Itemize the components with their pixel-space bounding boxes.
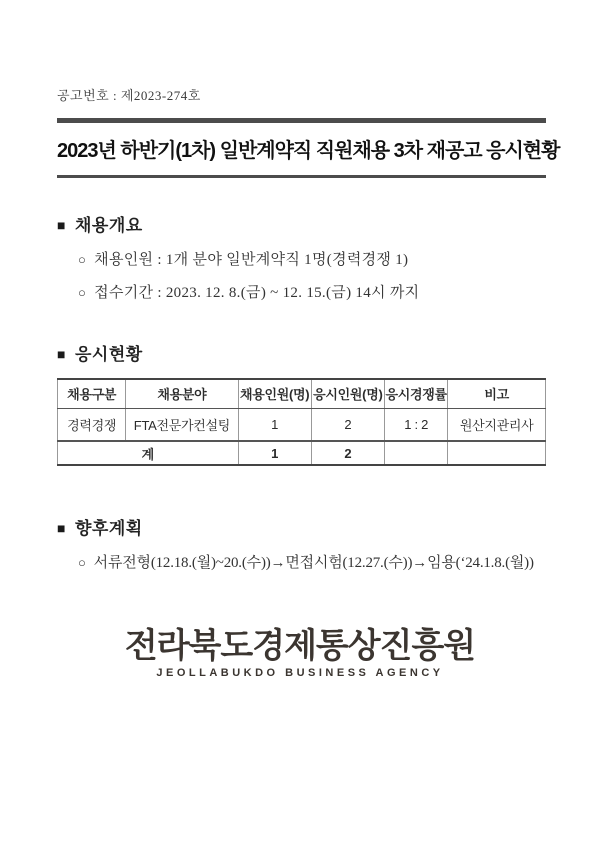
cell-ratio: 1 : 2	[384, 408, 447, 441]
page-title: 2023년 하반기(1차) 일반계약직 직원채용 3차 재공고 응시현황	[57, 140, 560, 162]
total-ratio	[384, 441, 447, 465]
section-heading-overview	[57, 211, 546, 236]
announcement-number: 공고번호 : 제2023-274호	[57, 88, 201, 103]
cell-applicant-count: 2	[311, 408, 384, 441]
column-header-applicant-count: 응시인원(명)	[311, 379, 384, 408]
section-heading-overview-label: 채용개요	[74, 216, 143, 235]
cell-note: 원산지관리사	[448, 408, 546, 441]
column-header-category: 채용구분	[58, 379, 126, 408]
section-heading-status	[57, 340, 546, 365]
application-status-table	[57, 378, 546, 466]
document-title-box	[57, 118, 560, 178]
circle-bullet-icon: ○	[78, 252, 87, 267]
table-header-row	[58, 379, 546, 408]
section-heading-plan	[57, 514, 546, 539]
table-row	[58, 408, 546, 441]
cell-recruit-count: 1	[238, 408, 311, 441]
column-header-note: 비고	[448, 379, 546, 408]
column-header-field: 채용분야	[126, 379, 238, 408]
logo-korean-text: 전라북도경제통상진흥원	[124, 627, 476, 665]
square-bullet-icon: ■	[57, 219, 66, 234]
circle-bullet-icon: ○	[78, 285, 87, 300]
column-header-recruit-count: 채용인원(명)	[238, 379, 311, 408]
circle-bullet-icon: ○	[78, 555, 86, 570]
organization-logo	[0, 628, 600, 679]
column-header-ratio: 응시경쟁률	[384, 379, 447, 408]
section-recruitment-overview	[57, 211, 546, 302]
plan-item-schedule	[57, 551, 546, 572]
total-note	[448, 441, 546, 465]
table-total-row	[58, 441, 546, 465]
cell-field: FTA전문가컨설팅	[126, 408, 238, 441]
section-heading-status-label: 응시현황	[74, 345, 143, 364]
total-label: 계	[58, 441, 239, 465]
plan-item-schedule-text: 서류전형(12.18.(월)~20.(수))→면접시험(12.27.(수))→임용(‘24.1.8.(월))	[93, 555, 534, 571]
section-application-status	[57, 340, 546, 466]
overview-item-recruit-count	[57, 248, 546, 269]
overview-item-application-period	[57, 281, 546, 302]
square-bullet-icon: ■	[57, 522, 66, 537]
section-future-plan	[57, 514, 546, 572]
overview-item-recruit-count-text: 채용인원 : 1개 분야 일반계약직 1명(경력경쟁 1)	[94, 252, 409, 268]
overview-item-application-period-text: 접수기간 : 2023. 12. 8.(금) ~ 12. 15.(금) 14시 까지	[94, 285, 420, 301]
total-applicant-count: 2	[311, 441, 384, 465]
section-heading-plan-label: 향후계획	[74, 519, 143, 538]
logo-english-text: JEOLLABUKDO BUSINESS AGENCY	[156, 667, 444, 680]
square-bullet-icon: ■	[57, 348, 66, 363]
total-recruit-count: 1	[238, 441, 311, 465]
cell-category: 경력경쟁	[58, 408, 126, 441]
